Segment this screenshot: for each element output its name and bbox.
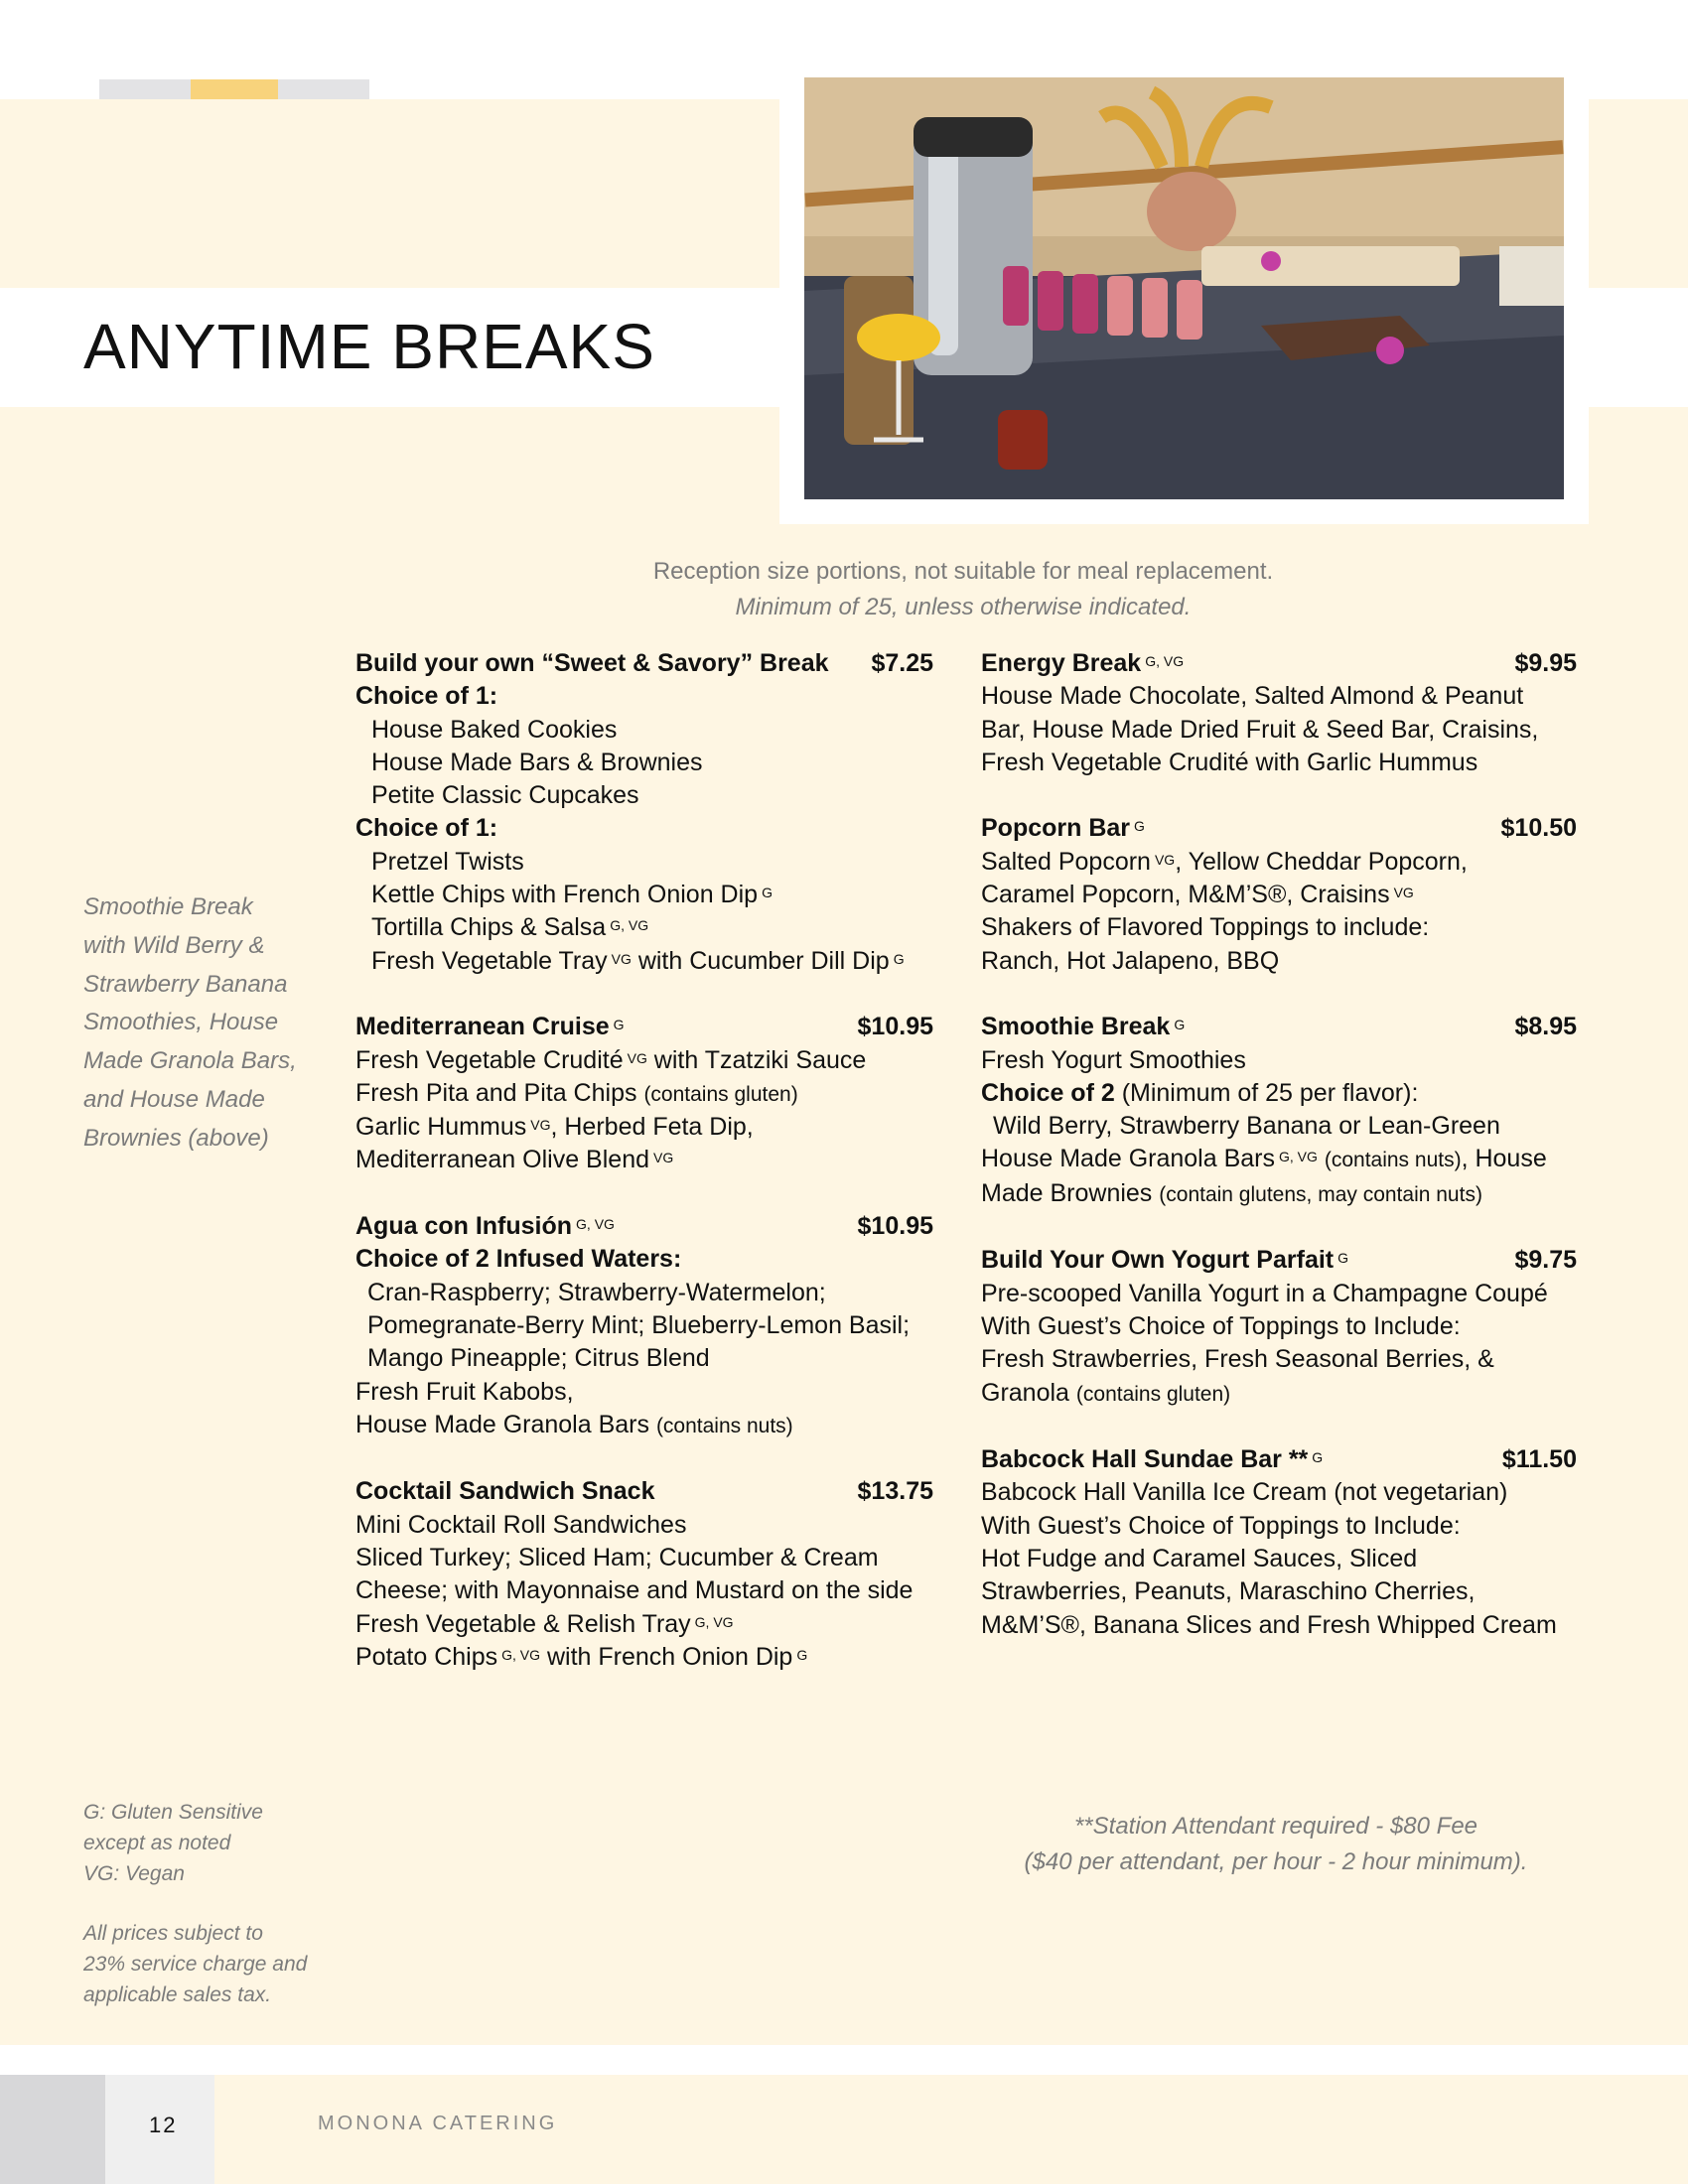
menu-item-yogurt-parfait bbox=[981, 1244, 1577, 1410]
item-price: $9.75 bbox=[1514, 1246, 1577, 1275]
diet-tag: G, VG bbox=[610, 917, 649, 934]
choice-option: Petite Classic Cupcakes bbox=[371, 781, 639, 810]
item-line bbox=[355, 1608, 933, 1641]
legend-line: G: Gluten Sensitive bbox=[83, 1801, 263, 1824]
choice-heading: Choice of 2 bbox=[981, 1078, 1115, 1107]
item-header bbox=[981, 647, 1577, 680]
caption-line: Smoothies, House bbox=[83, 1009, 279, 1036]
item-line bbox=[355, 1077, 933, 1111]
item-text: , House bbox=[1461, 1145, 1547, 1173]
menu-item-sweet-savory bbox=[355, 647, 933, 978]
allergen-note: (contains gluten) bbox=[643, 1082, 798, 1106]
caption-line: Made Granola Bars, bbox=[83, 1047, 297, 1075]
item-line: Fresh Yogurt Smoothies bbox=[981, 1045, 1246, 1074]
allergen-note: (contains gluten) bbox=[1075, 1382, 1231, 1406]
item-text: Mediterranean Olive Blend bbox=[355, 1146, 649, 1174]
caption-line: and House Made bbox=[83, 1085, 265, 1113]
allergen-note: (contains nuts) bbox=[1324, 1149, 1462, 1172]
item-text: , Yellow Cheddar Popcorn, bbox=[1175, 847, 1468, 876]
item-line: Fresh Strawberries, Fresh Seasonal Berries, & bbox=[981, 1345, 1494, 1374]
choice-heading: Choice of 2 Infused Waters: bbox=[355, 1245, 682, 1274]
item-header bbox=[981, 812, 1577, 845]
legend-line: except as noted bbox=[83, 1832, 231, 1854]
menu-item-agua bbox=[355, 1210, 933, 1442]
item-line: Strawberries, Peanuts, Maraschino Cherries, bbox=[981, 1577, 1476, 1606]
photo-caption bbox=[83, 888, 322, 1159]
item-text: Salted Popcorn bbox=[981, 847, 1151, 876]
diet-tag: G bbox=[796, 1646, 808, 1663]
allergen-note: (contains nuts) bbox=[655, 1414, 793, 1437]
item-line: Babcock Hall Vanilla Ice Cream (not vegetarian) bbox=[981, 1478, 1508, 1507]
item-text: Fresh Vegetable & Relish Tray bbox=[355, 1609, 691, 1638]
intro-note bbox=[467, 554, 1460, 625]
item-line: Pre-scooped Vanilla Yogurt in a Champagne Coupé bbox=[981, 1279, 1548, 1307]
item-name-text: Mediterranean Cruise bbox=[355, 1013, 610, 1041]
item-header bbox=[981, 1244, 1577, 1277]
diet-tag: G, VG bbox=[1145, 653, 1185, 669]
item-line: Cheese; with Mayonnaise and Mustard on the side bbox=[355, 1576, 914, 1605]
pricing-note-line: 23% service charge and bbox=[83, 1953, 308, 1976]
choice-heading: Choice of 1: bbox=[355, 682, 498, 711]
item-line: With Guest’s Choice of Toppings to Include: bbox=[981, 1311, 1461, 1340]
choice-option bbox=[355, 879, 933, 911]
attendant-fee: **Station Attendant required - $80 Fee bbox=[1073, 1813, 1478, 1840]
item-name-text: Energy Break bbox=[981, 649, 1142, 677]
diet-tag: VG bbox=[1154, 851, 1176, 868]
diet-tag: VG bbox=[627, 1049, 647, 1066]
item-line bbox=[981, 879, 1577, 911]
decor-tab-accent bbox=[191, 79, 278, 99]
item-header bbox=[355, 1011, 933, 1043]
item-text: Made Brownies bbox=[981, 1178, 1153, 1207]
choice-option: House Made Bars & Brownies bbox=[371, 748, 703, 776]
diet-tag: VG bbox=[1393, 885, 1414, 901]
footer-band bbox=[0, 2075, 1688, 2184]
item-name bbox=[981, 1443, 1323, 1476]
item-text: House Made Granola Bars bbox=[981, 1145, 1275, 1173]
menu-column-left bbox=[355, 647, 933, 1707]
choice-option: House Baked Cookies bbox=[371, 715, 618, 744]
item-name bbox=[981, 1244, 1348, 1277]
item-line: House Made Chocolate, Salted Almond & Peanut bbox=[981, 682, 1524, 711]
break-station-photo bbox=[804, 77, 1564, 499]
diet-tag: G, VG bbox=[1278, 1149, 1318, 1165]
item-text: Granola bbox=[981, 1378, 1069, 1407]
item-name bbox=[355, 1011, 625, 1043]
item-price: $7.25 bbox=[871, 649, 933, 677]
item-text: Caramel Popcorn, M&M’S®, Craisins bbox=[981, 881, 1390, 909]
item-name bbox=[355, 1210, 615, 1243]
item-text: Fresh Pita and Pita Chips bbox=[355, 1078, 637, 1107]
item-header bbox=[355, 647, 933, 680]
item-line bbox=[981, 1377, 1577, 1411]
decor-tab-left bbox=[99, 79, 191, 99]
item-line: Hot Fudge and Caramel Sauces, Sliced bbox=[981, 1545, 1418, 1573]
caption-line: Strawberry Banana bbox=[83, 970, 288, 998]
pricing-note-line: All prices subject to bbox=[83, 1922, 263, 1945]
item-line bbox=[981, 1177, 1577, 1211]
choice-option bbox=[355, 911, 933, 944]
page-title: ANYTIME BREAKS bbox=[83, 311, 655, 382]
item-price: $10.50 bbox=[1500, 814, 1577, 843]
menu-column-right bbox=[981, 647, 1577, 1675]
diet-tag: G, VG bbox=[501, 1646, 541, 1663]
diet-tag: VG bbox=[653, 1150, 674, 1166]
item-line bbox=[355, 1144, 933, 1176]
item-line: Fresh Vegetable Crudité with Garlic Hummus bbox=[981, 748, 1478, 776]
item-price: $9.95 bbox=[1514, 649, 1577, 677]
diet-tag: VG bbox=[530, 1117, 551, 1134]
diet-tag: G bbox=[1312, 1449, 1324, 1466]
caption-line: Brownies (above) bbox=[83, 1124, 269, 1152]
diet-tag: G bbox=[893, 950, 905, 967]
allergen-note: (contain glutens, may contain nuts) bbox=[1159, 1182, 1482, 1206]
choice-option: Wild Berry, Strawberry Banana or Lean-Green bbox=[993, 1112, 1500, 1141]
item-text: with Tzatziki Sauce bbox=[653, 1045, 867, 1074]
item-price: $11.50 bbox=[1501, 1445, 1577, 1474]
item-header bbox=[981, 1011, 1577, 1043]
choice-option: Mango Pineapple; Citrus Blend bbox=[367, 1344, 710, 1373]
item-line: Shakers of Flavored Toppings to include: bbox=[981, 913, 1430, 942]
diet-tag: G bbox=[1337, 1250, 1349, 1267]
choice-heading: Choice of 1: bbox=[355, 814, 498, 843]
option-text: with Cucumber Dill Dip bbox=[637, 946, 890, 975]
item-name bbox=[981, 1011, 1185, 1043]
item-name bbox=[981, 812, 1145, 845]
item-line bbox=[355, 1111, 933, 1144]
diet-tag: G bbox=[1134, 818, 1145, 835]
diet-tag: G bbox=[762, 885, 773, 901]
item-text: House Made Granola Bars bbox=[355, 1410, 649, 1438]
item-price: $10.95 bbox=[857, 1013, 933, 1041]
item-name-text: Popcorn Bar bbox=[981, 814, 1131, 843]
page-number: 12 bbox=[149, 2113, 178, 2137]
diet-tag: G, VG bbox=[694, 1613, 734, 1630]
option-text: Kettle Chips with French Onion Dip bbox=[371, 881, 759, 909]
decor-tab-right bbox=[278, 79, 369, 99]
item-line bbox=[355, 1641, 933, 1674]
option-text: Fresh Vegetable Tray bbox=[371, 946, 608, 975]
attendant-note bbox=[973, 1809, 1579, 1880]
footer-brand: MONONA CATERING bbox=[318, 2113, 558, 2134]
item-line bbox=[981, 1143, 1577, 1176]
item-name: Build your own “Sweet & Savory” Break bbox=[355, 649, 829, 677]
legend-line: VG: Vegan bbox=[83, 1862, 185, 1885]
diet-tag: VG bbox=[611, 950, 632, 967]
choice-option: Pomegranate-Berry Mint; Blueberry-Lemon Basil; bbox=[367, 1310, 911, 1339]
item-line: Fresh Fruit Kabobs, bbox=[355, 1377, 574, 1406]
item-name-text: Smoothie Break bbox=[981, 1013, 1171, 1041]
item-line bbox=[355, 1044, 933, 1077]
diet-tag: G bbox=[613, 1017, 625, 1033]
menu-item-smoothie-break bbox=[981, 1011, 1577, 1211]
choice-option bbox=[355, 945, 933, 978]
intro-line-minimum: Minimum of 25, unless otherwise indicated. bbox=[735, 594, 1192, 620]
diet-tag: G bbox=[1174, 1017, 1186, 1033]
item-line: Ranch, Hot Jalapeno, BBQ bbox=[981, 946, 1280, 975]
item-line bbox=[355, 1409, 933, 1442]
item-header bbox=[355, 1210, 933, 1243]
caption-line: with Wild Berry & bbox=[83, 931, 265, 959]
item-line: Bar, House Made Dried Fruit & Seed Bar, Craisins, bbox=[981, 715, 1539, 744]
menu-item-popcorn-bar bbox=[981, 812, 1577, 977]
item-text: , Herbed Feta Dip, bbox=[550, 1113, 754, 1142]
item-line: With Guest’s Choice of Toppings to Include: bbox=[981, 1511, 1461, 1540]
item-name-text: Agua con Infusión bbox=[355, 1212, 573, 1241]
item-name bbox=[981, 647, 1184, 680]
item-header bbox=[981, 1443, 1577, 1476]
menu-item-mediterranean bbox=[355, 1011, 933, 1176]
item-name-text: Babcock Hall Sundae Bar ** bbox=[981, 1445, 1309, 1474]
pricing-note-line: applicable sales tax. bbox=[83, 1983, 272, 2006]
choice-option: Pretzel Twists bbox=[371, 847, 524, 876]
item-text: Potato Chips bbox=[355, 1642, 498, 1671]
menu-item-energy-break bbox=[981, 647, 1577, 779]
item-text: Garlic Hummus bbox=[355, 1113, 527, 1142]
item-name-text: Build Your Own Yogurt Parfait bbox=[981, 1246, 1335, 1275]
item-text: (Minimum of 25 per flavor): bbox=[1114, 1078, 1419, 1107]
choice-option: Cran-Raspberry; Strawberry-Watermelon; bbox=[367, 1278, 826, 1306]
item-price: $13.75 bbox=[857, 1477, 933, 1506]
item-price: $8.95 bbox=[1514, 1013, 1577, 1041]
item-line: M&M’S®, Banana Slices and Fresh Whipped Cream bbox=[981, 1610, 1557, 1639]
item-line: Mini Cocktail Roll Sandwiches bbox=[355, 1510, 687, 1539]
item-name: Cocktail Sandwich Snack bbox=[355, 1477, 655, 1506]
footer-block-gray bbox=[0, 2075, 105, 2184]
caption-line: Smoothie Break bbox=[83, 893, 253, 920]
menu-item-sundae-bar bbox=[981, 1443, 1577, 1642]
menu-item-cocktail-sandwich bbox=[355, 1475, 933, 1674]
item-price: $10.95 bbox=[857, 1212, 933, 1241]
item-header bbox=[355, 1475, 933, 1508]
item-text: Fresh Vegetable Crudité bbox=[355, 1045, 624, 1074]
item-text: with French Onion Dip bbox=[547, 1642, 793, 1671]
option-text: Tortilla Chips & Salsa bbox=[371, 913, 607, 942]
item-line: Sliced Turkey; Sliced Ham; Cucumber & Cream bbox=[355, 1544, 879, 1572]
dietary-legend bbox=[83, 1797, 361, 2010]
attendant-terms: ($40 per attendant, per hour - 2 hour minimum). bbox=[1024, 1848, 1528, 1875]
diet-tag: G, VG bbox=[576, 1216, 615, 1233]
intro-line-portions: Reception size portions, not suitable for meal replacement. bbox=[652, 558, 1274, 585]
item-line bbox=[981, 846, 1577, 879]
item-line bbox=[981, 1077, 1577, 1110]
